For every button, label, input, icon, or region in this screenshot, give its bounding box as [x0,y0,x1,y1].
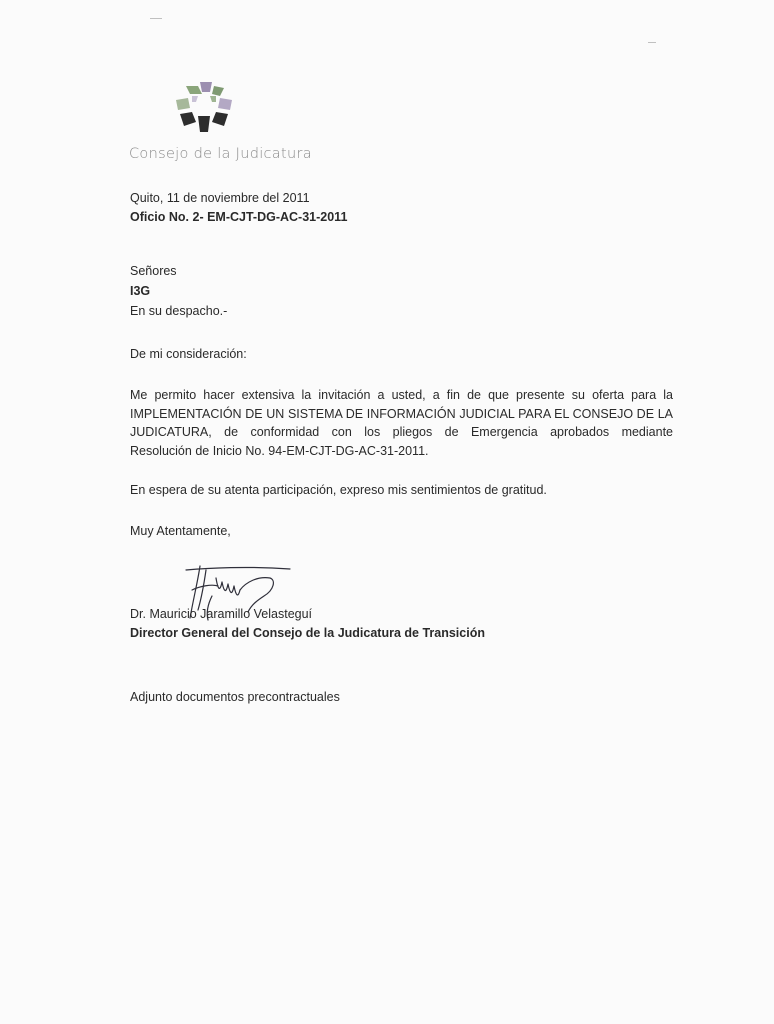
recipient-location: En su despacho.- [130,304,228,318]
body-line: JUDICATURA, de conformidad con los pliegos de Emergencia aprobados mediante [130,425,673,440]
attachment-note: Adjunto documentos precontractuales [130,690,340,704]
oficio-number: Oficio No. 2- EM-CJT-DG-AC-31-2011 [130,210,348,224]
signer-name: Dr. Mauricio Jaramillo Velasteguí [130,607,313,621]
greeting: De mi consideración: [130,347,247,361]
place-date: Quito, 11 de noviembre del 2011 [130,191,310,205]
scan-mark [648,42,656,43]
recipient-name: I3G [130,284,151,298]
recipient-salutation: Señores [130,264,177,278]
body-line: Me permito hacer extensiva la invitación a usted, a fin de que presente su oferta para la [130,388,673,402]
body-paragraph [130,386,673,461]
sign-off: Muy Atentamente, [130,524,231,538]
scan-mark [150,18,162,19]
consejo-judicatura-logo-icon [172,80,236,140]
body-line: Resolución de Inicio No. 94-EM-CJT-DG-AC-31-2011. [130,444,429,459]
closing-paragraph: En espera de su atenta participación, expreso mis sentimientos de gratitud. [130,483,547,497]
signer-title: Director General del Consejo de la Judicatura de Transición [130,626,485,640]
body-line: IMPLEMENTACIÓN DE UN SISTEMA DE INFORMACIÓN JUDICIAL PARA EL CONSEJO DE LA [130,406,673,421]
organization-name: Consejo de la Judicatura [129,146,312,162]
